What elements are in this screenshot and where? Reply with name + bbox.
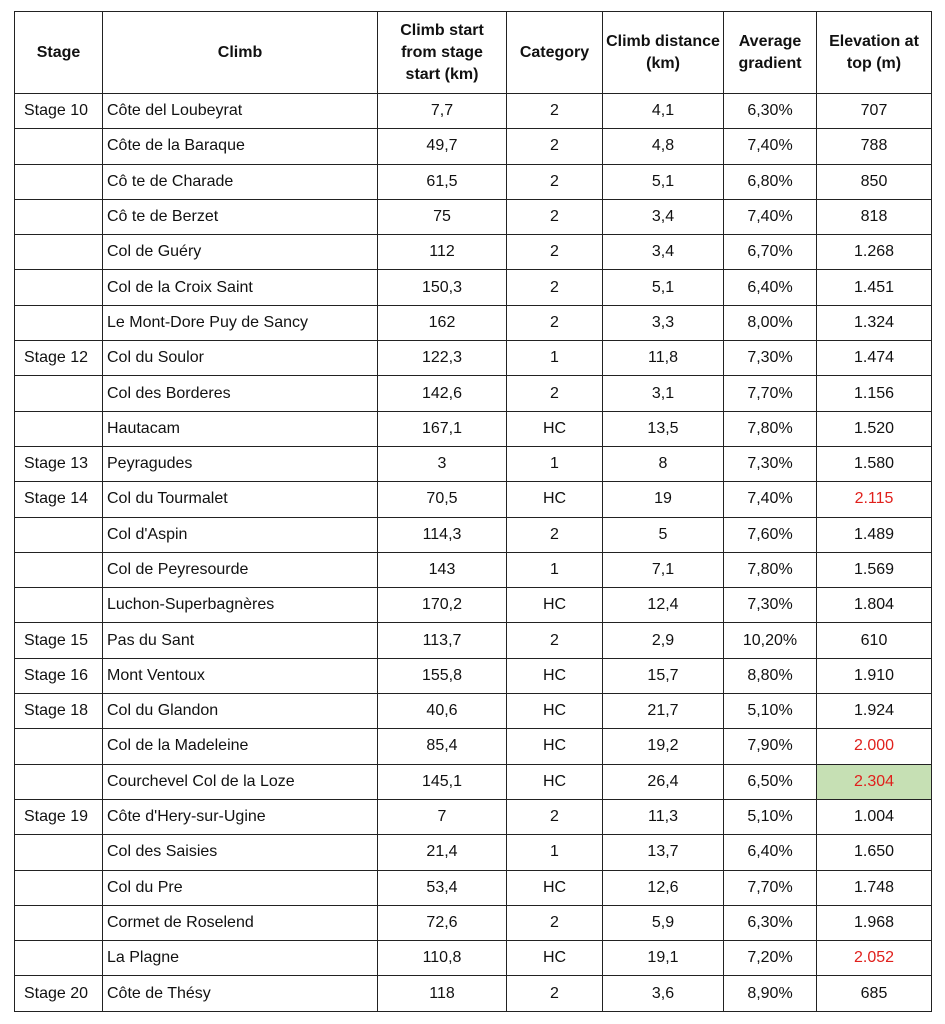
- cell-distance: 5,1: [603, 164, 724, 199]
- header-line: Category: [519, 43, 590, 61]
- cell-start: 150,3: [378, 270, 507, 305]
- cell-category: 2: [507, 376, 603, 411]
- cell-stage: [15, 129, 103, 164]
- cell-stage: [15, 870, 103, 905]
- cell-elevation: 1.910: [817, 658, 932, 693]
- cell-elevation: 818: [817, 199, 932, 234]
- cell-category: 2: [507, 199, 603, 234]
- table-row: [15, 164, 932, 199]
- cell-stage: [15, 376, 103, 411]
- cell-distance: 3,6: [603, 976, 724, 1011]
- cell-climb: Col du Glandon: [103, 694, 378, 729]
- cell-gradient: 7,20%: [724, 941, 817, 976]
- cell-elevation: 850: [817, 164, 932, 199]
- cell-elevation: 685: [817, 976, 932, 1011]
- table-row: [15, 552, 932, 587]
- table-row: [15, 446, 932, 481]
- cell-elevation: 2.304: [817, 764, 932, 799]
- cell-stage: Stage 20: [15, 976, 103, 1011]
- cell-distance: 4,8: [603, 129, 724, 164]
- cell-stage: [15, 729, 103, 764]
- cell-elevation: 1.324: [817, 305, 932, 340]
- header-line: Climb: [217, 43, 263, 61]
- cell-climb: Côte de la Baraque: [103, 129, 378, 164]
- table-row: [15, 199, 932, 234]
- cell-elevation: 707: [817, 94, 932, 129]
- cell-stage: [15, 835, 103, 870]
- cell-stage: [15, 270, 103, 305]
- cell-start: 145,1: [378, 764, 507, 799]
- cell-distance: 21,7: [603, 694, 724, 729]
- cell-climb: Luchon-Superbagnères: [103, 588, 378, 623]
- table-row: [15, 729, 932, 764]
- table-row: [15, 694, 932, 729]
- cell-stage: [15, 199, 103, 234]
- cell-elevation: 1.924: [817, 694, 932, 729]
- cell-start: 21,4: [378, 835, 507, 870]
- cell-distance: 13,5: [603, 411, 724, 446]
- header-line: start (km): [405, 65, 479, 83]
- cell-gradient: 7,60%: [724, 517, 817, 552]
- header-gradient: [724, 12, 817, 94]
- cell-stage: Stage 15: [15, 623, 103, 658]
- cell-start: 167,1: [378, 411, 507, 446]
- cell-elevation: 1.968: [817, 905, 932, 940]
- header-line: Climb start: [400, 21, 484, 39]
- cell-distance: 13,7: [603, 835, 724, 870]
- cell-gradient: 6,70%: [724, 235, 817, 270]
- cell-category: 2: [507, 905, 603, 940]
- cell-distance: 5,9: [603, 905, 724, 940]
- cell-start: 112: [378, 235, 507, 270]
- cell-gradient: 7,80%: [724, 411, 817, 446]
- cell-elevation: 1.748: [817, 870, 932, 905]
- cell-elevation: 1.268: [817, 235, 932, 270]
- cell-distance: 3,4: [603, 235, 724, 270]
- cell-category: HC: [507, 694, 603, 729]
- table-row: [15, 482, 932, 517]
- cell-category: 2: [507, 235, 603, 270]
- table-row: [15, 764, 932, 799]
- cell-start: 85,4: [378, 729, 507, 764]
- cell-elevation: 1.489: [817, 517, 932, 552]
- cell-climb: Côte del Loubeyrat: [103, 94, 378, 129]
- cell-start: 7: [378, 799, 507, 834]
- cell-gradient: 8,80%: [724, 658, 817, 693]
- cell-start: 40,6: [378, 694, 507, 729]
- cell-distance: 8: [603, 446, 724, 481]
- cell-stage: [15, 905, 103, 940]
- cell-elevation: 2.000: [817, 729, 932, 764]
- cell-gradient: 7,40%: [724, 199, 817, 234]
- cell-gradient: 6,40%: [724, 835, 817, 870]
- cell-gradient: 7,70%: [724, 870, 817, 905]
- cell-climb: Cô te de Charade: [103, 164, 378, 199]
- table-row: [15, 976, 932, 1011]
- table-row: [15, 588, 932, 623]
- cell-climb: Col de Guéry: [103, 235, 378, 270]
- cell-gradient: 7,80%: [724, 552, 817, 587]
- header-line: from stage: [401, 43, 483, 61]
- table-row: [15, 835, 932, 870]
- cell-elevation: 1.004: [817, 799, 932, 834]
- cell-climb: Cô te de Berzet: [103, 199, 378, 234]
- cell-stage: [15, 517, 103, 552]
- cell-stage: Stage 14: [15, 482, 103, 517]
- cell-distance: 12,6: [603, 870, 724, 905]
- cell-distance: 19,1: [603, 941, 724, 976]
- cell-category: 2: [507, 270, 603, 305]
- cell-elevation: 1.451: [817, 270, 932, 305]
- cell-distance: 26,4: [603, 764, 724, 799]
- cell-elevation: 1.804: [817, 588, 932, 623]
- header-line: Climb distance: [606, 32, 720, 50]
- cell-category: 2: [507, 799, 603, 834]
- cell-climb: Mont Ventoux: [103, 658, 378, 693]
- cell-start: 113,7: [378, 623, 507, 658]
- table-row: [15, 235, 932, 270]
- cell-elevation: 1.474: [817, 341, 932, 376]
- cell-gradient: 7,30%: [724, 446, 817, 481]
- cell-stage: Stage 10: [15, 94, 103, 129]
- cell-climb: Col d'Aspin: [103, 517, 378, 552]
- cell-start: 142,6: [378, 376, 507, 411]
- cell-start: 143: [378, 552, 507, 587]
- cell-category: 1: [507, 552, 603, 587]
- cell-climb: Hautacam: [103, 411, 378, 446]
- cell-stage: [15, 164, 103, 199]
- cell-distance: 3,3: [603, 305, 724, 340]
- cell-category: 2: [507, 129, 603, 164]
- cell-category: 2: [507, 623, 603, 658]
- cell-stage: Stage 13: [15, 446, 103, 481]
- cell-stage: Stage 18: [15, 694, 103, 729]
- cell-category: HC: [507, 411, 603, 446]
- cell-stage: [15, 764, 103, 799]
- cell-gradient: 7,70%: [724, 376, 817, 411]
- header-line: Stage: [36, 43, 81, 61]
- cell-elevation: 1.569: [817, 552, 932, 587]
- cell-gradient: 5,10%: [724, 799, 817, 834]
- cell-category: 2: [507, 976, 603, 1011]
- cell-distance: 12,4: [603, 588, 724, 623]
- cell-start: 53,4: [378, 870, 507, 905]
- cell-climb: La Plagne: [103, 941, 378, 976]
- cell-start: 49,7: [378, 129, 507, 164]
- cell-elevation: 610: [817, 623, 932, 658]
- cell-distance: 3,1: [603, 376, 724, 411]
- cell-category: HC: [507, 941, 603, 976]
- cell-stage: Stage 16: [15, 658, 103, 693]
- cell-distance: 11,3: [603, 799, 724, 834]
- cell-category: HC: [507, 658, 603, 693]
- climbs-table: [14, 11, 932, 1012]
- cell-distance: 5: [603, 517, 724, 552]
- header-elevation: [817, 12, 932, 94]
- cell-start: 3: [378, 446, 507, 481]
- header-stage: [15, 12, 103, 94]
- cell-climb: Col de la Madeleine: [103, 729, 378, 764]
- cell-climb: Col des Borderes: [103, 376, 378, 411]
- cell-climb: Col du Soulor: [103, 341, 378, 376]
- header-line: gradient: [738, 54, 802, 72]
- cell-stage: [15, 941, 103, 976]
- header-category: [507, 12, 603, 94]
- cell-gradient: 6,30%: [724, 94, 817, 129]
- table-row: [15, 341, 932, 376]
- cell-gradient: 7,30%: [724, 588, 817, 623]
- table-row: [15, 270, 932, 305]
- header-climb: [103, 12, 378, 94]
- cell-category: 1: [507, 341, 603, 376]
- cell-distance: 7,1: [603, 552, 724, 587]
- climbs-table-container: [14, 11, 932, 1012]
- cell-start: 118: [378, 976, 507, 1011]
- cell-climb: Courchevel Col de la Loze: [103, 764, 378, 799]
- header-row: [15, 12, 932, 94]
- cell-gradient: 6,80%: [724, 164, 817, 199]
- cell-category: 2: [507, 94, 603, 129]
- cell-category: 1: [507, 835, 603, 870]
- header-line: Elevation at: [829, 32, 919, 50]
- cell-gradient: 8,90%: [724, 976, 817, 1011]
- cell-distance: 4,1: [603, 94, 724, 129]
- cell-stage: [15, 235, 103, 270]
- table-body: [15, 94, 932, 1012]
- table-row: [15, 905, 932, 940]
- cell-gradient: 7,30%: [724, 341, 817, 376]
- cell-climb: Peyragudes: [103, 446, 378, 481]
- table-row: [15, 305, 932, 340]
- cell-elevation: 2.115: [817, 482, 932, 517]
- header-start: [378, 12, 507, 94]
- cell-start: 7,7: [378, 94, 507, 129]
- cell-category: 1: [507, 446, 603, 481]
- cell-start: 122,3: [378, 341, 507, 376]
- table-row: [15, 870, 932, 905]
- cell-stage: [15, 588, 103, 623]
- cell-start: 155,8: [378, 658, 507, 693]
- cell-elevation: 2.052: [817, 941, 932, 976]
- cell-gradient: 7,40%: [724, 482, 817, 517]
- table-row: [15, 799, 932, 834]
- cell-category: HC: [507, 764, 603, 799]
- header-line: (km): [646, 54, 680, 72]
- cell-climb: Col de Peyresourde: [103, 552, 378, 587]
- cell-climb: Col du Tourmalet: [103, 482, 378, 517]
- cell-start: 114,3: [378, 517, 507, 552]
- cell-category: 2: [507, 164, 603, 199]
- cell-start: 72,6: [378, 905, 507, 940]
- cell-elevation: 1.580: [817, 446, 932, 481]
- table-row: [15, 517, 932, 552]
- cell-climb: Le Mont-Dore Puy de Sancy: [103, 305, 378, 340]
- cell-gradient: 6,50%: [724, 764, 817, 799]
- cell-start: 162: [378, 305, 507, 340]
- table-row: [15, 376, 932, 411]
- cell-gradient: 6,30%: [724, 905, 817, 940]
- cell-distance: 19,2: [603, 729, 724, 764]
- cell-elevation: 788: [817, 129, 932, 164]
- cell-category: HC: [507, 870, 603, 905]
- cell-distance: 3,4: [603, 199, 724, 234]
- cell-climb: Col de la Croix Saint: [103, 270, 378, 305]
- cell-climb: Cormet de Roselend: [103, 905, 378, 940]
- cell-climb: Pas du Sant: [103, 623, 378, 658]
- cell-stage: Stage 12: [15, 341, 103, 376]
- cell-gradient: 8,00%: [724, 305, 817, 340]
- cell-stage: [15, 552, 103, 587]
- cell-distance: 5,1: [603, 270, 724, 305]
- table-row: [15, 129, 932, 164]
- cell-category: HC: [507, 729, 603, 764]
- header-line: Average: [738, 32, 802, 50]
- table-row: [15, 941, 932, 976]
- cell-start: 110,8: [378, 941, 507, 976]
- table-row: [15, 623, 932, 658]
- header-distance: [603, 12, 724, 94]
- cell-elevation: 1.650: [817, 835, 932, 870]
- cell-category: HC: [507, 588, 603, 623]
- cell-stage: [15, 305, 103, 340]
- table-row: [15, 94, 932, 129]
- cell-gradient: 6,40%: [724, 270, 817, 305]
- cell-climb: Col des Saisies: [103, 835, 378, 870]
- cell-start: 61,5: [378, 164, 507, 199]
- cell-category: 2: [507, 305, 603, 340]
- cell-start: 75: [378, 199, 507, 234]
- cell-distance: 19: [603, 482, 724, 517]
- header-line: top (m): [846, 54, 902, 72]
- cell-climb: Côte d'Hery-sur-Ugine: [103, 799, 378, 834]
- cell-elevation: 1.156: [817, 376, 932, 411]
- table-row: [15, 411, 932, 446]
- table-row: [15, 658, 932, 693]
- cell-category: HC: [507, 482, 603, 517]
- cell-category: 2: [507, 517, 603, 552]
- cell-start: 170,2: [378, 588, 507, 623]
- cell-climb: Col du Pre: [103, 870, 378, 905]
- cell-gradient: 10,20%: [724, 623, 817, 658]
- cell-distance: 2,9: [603, 623, 724, 658]
- table-header: [15, 12, 932, 94]
- cell-distance: 15,7: [603, 658, 724, 693]
- cell-gradient: 5,10%: [724, 694, 817, 729]
- cell-distance: 11,8: [603, 341, 724, 376]
- cell-stage: Stage 19: [15, 799, 103, 834]
- cell-start: 70,5: [378, 482, 507, 517]
- cell-gradient: 7,90%: [724, 729, 817, 764]
- cell-stage: [15, 411, 103, 446]
- cell-climb: Côte de Thésy: [103, 976, 378, 1011]
- cell-gradient: 7,40%: [724, 129, 817, 164]
- cell-elevation: 1.520: [817, 411, 932, 446]
